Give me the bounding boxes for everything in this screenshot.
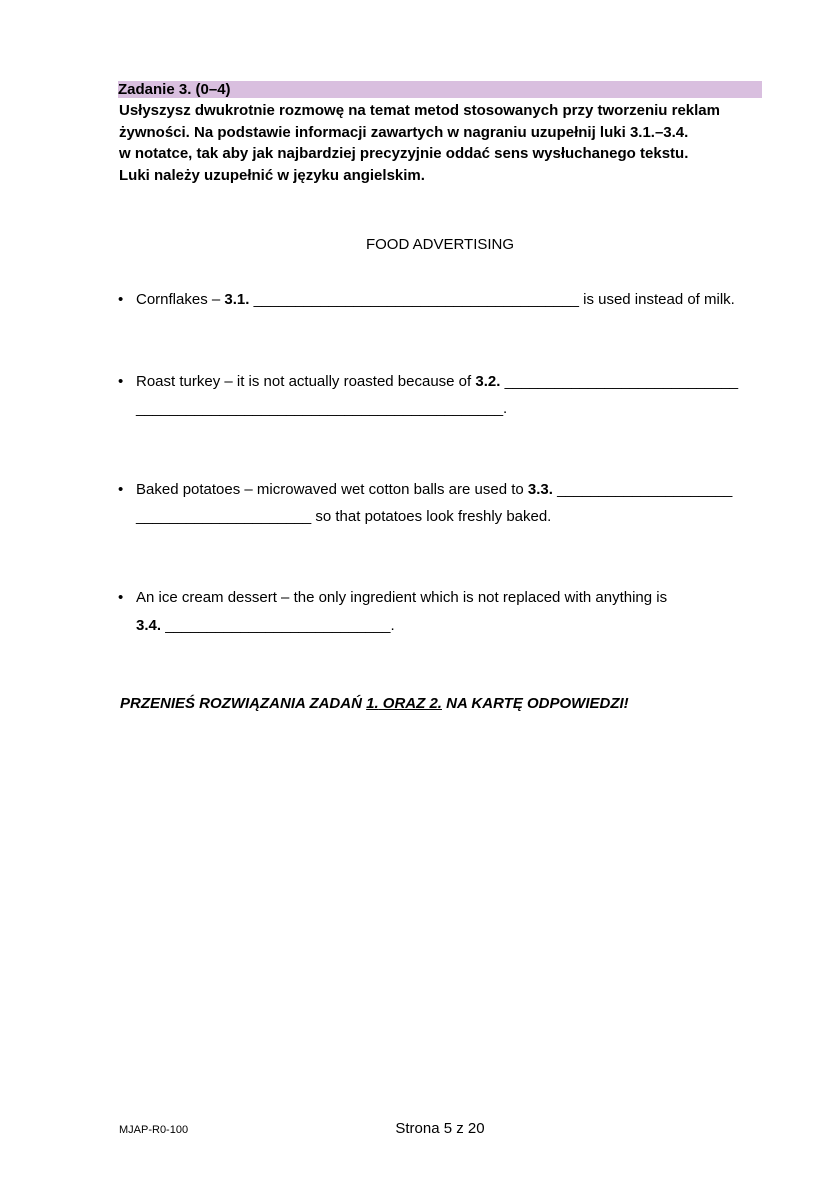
item-text: Baked potatoes – microwaved wet cotton balls are used to [136, 481, 528, 498]
item-line [136, 373, 738, 391]
item-text: Roast turkey – it is not actually roasted because of [136, 373, 476, 390]
transfer-note-text: PRZENIEŚ ROZWIĄZANIA ZADAŃ [120, 695, 367, 712]
instruction-line: Usłyszysz dwukrotnie rozmowę na temat metod stosowanych przy tworzeniu reklam [119, 102, 720, 119]
item-text: An ice cream dessert – the only ingredient which is not replaced with anything is [136, 589, 668, 606]
item-line [136, 508, 732, 526]
answer-blank-3-2[interactable]: ____________________________ [504, 373, 739, 390]
transfer-note-and: ORAZ [378, 695, 430, 712]
item-line [136, 617, 667, 635]
item-text: is used instead of milk. [578, 291, 735, 308]
item-line [136, 400, 738, 418]
answer-blank-3-3-continued[interactable]: _____________________ [136, 508, 312, 525]
item-line [136, 291, 735, 309]
task-instructions [119, 100, 779, 186]
bullet: • [118, 589, 124, 606]
answer-blank-3-2-continued[interactable]: ____________________________________________. [136, 400, 508, 417]
item-text: Cornflakes – [136, 291, 225, 308]
gap-label: 3.1. [224, 291, 250, 308]
page-number: Strona 5 z 20 [395, 1120, 485, 1137]
note-title: FOOD ADVERTISING [365, 236, 515, 253]
task-ref-1: 1. [366, 695, 379, 712]
instruction-line: w notatce, tak aby jak najbardziej precyzyjnie oddać sens wysłuchanego tekstu. [119, 145, 689, 162]
item-line [136, 589, 667, 607]
answer-blank-3-4[interactable]: ___________________________. [165, 617, 395, 634]
item-text: so that potatoes look freshly baked. [311, 508, 552, 525]
note-item-3-1 [118, 291, 735, 309]
transfer-note-text: NA KARTĘ ODPOWIEDZI! [441, 695, 629, 712]
task-header: Zadanie 3. (0–4) [118, 81, 762, 98]
gap-label: 3.2. [475, 373, 501, 390]
exam-code: MJAP-R0-100 [119, 1124, 189, 1136]
bullet: • [118, 481, 124, 498]
instruction-line: Luki należy uzupełnić w języku angielskim. [119, 166, 425, 184]
bullet: • [118, 291, 124, 308]
note-item-3-3 [118, 481, 733, 526]
note-item-3-2 [118, 373, 739, 418]
answer-blank-3-1[interactable]: _______________________________________ [253, 291, 579, 308]
bullet: • [118, 373, 124, 390]
task-ref-2: 2. [429, 695, 442, 712]
gap-label: 3.3. [527, 481, 553, 498]
transfer-note [120, 695, 629, 713]
instruction-line: żywności. Na podstawie informacji zawartych w nagraniu uzupełnij luki 3.1.–3.4. [119, 123, 689, 141]
note-item-3-4 [118, 589, 668, 635]
gap-label: 3.4. [136, 617, 162, 634]
item-line [136, 481, 732, 499]
answer-blank-3-3[interactable]: _____________________ [557, 481, 733, 498]
